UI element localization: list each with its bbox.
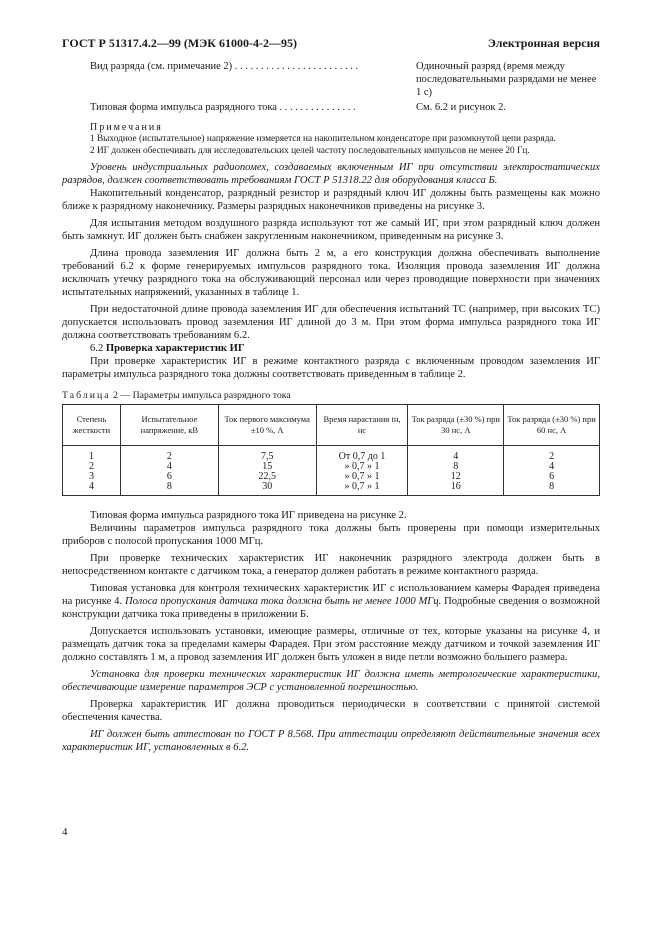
paragraph-air-discharge: Для испытания методом воздушного разряда используют тот же самый ИГ, при этом разрядный ключ должен быть замкнут. ИГ должен быть снабжен закругленным наконечником, приведенным на рисунке 3. [62,218,600,242]
col-header-current-30ns: Ток разряда (±30 %) при 30 нс, А [408,405,504,446]
col-header-rise-time: Время нарастания tн, нс [316,405,408,446]
table-cell: 12 [408,472,504,482]
paragraph-alt-setups: Допускается использовать установки, имеющие размеры, отличные от тех, которые указаны на рисунке 4, и размещать датчик тока за пределами камеры Фарадея. При этом расстояние между датчиком и точкой заземления ИГ должно составлять 1 м, а провод заземления ИГ должен быть уложен в виде петли возможно большего размера. [62,626,600,663]
faraday-tail-text: Подробные сведения о возможной конструкции датчика тока приведены в приложении Б. [62,596,601,620]
version-label: Электронная версия [487,36,600,50]
col-header-voltage: Испытательное напряжение, кВ [120,405,218,446]
table-header-row [63,405,600,446]
table-cell: 8 [408,462,504,472]
document-page [62,36,600,754]
table-cell: 30 [218,482,316,496]
table-caption-text: 2 — Параметры импульса разрядного тока [113,390,291,401]
paragraph-faraday [62,582,600,621]
table-caption [62,390,600,402]
table-row [63,446,600,463]
table-cell: От 0,7 до 1 [316,446,408,463]
standard-designation: ГОСТ Р 51317.4.2—99 (МЭК 61000-4-2—95) [62,36,297,50]
table-cell: 1 [63,446,121,463]
note-2: 2 ИГ должен обеспечивать для исследовательских целей частоту последовательных импульсов не менее 20 Гц. [90,145,530,156]
table-row [63,472,600,482]
section-title: Проверка характеристик ИГ [105,343,245,354]
table-cell: 2 [120,446,218,463]
col-header-current-60ns: Ток разряда (±30 %) при 60 нс, А [504,405,600,446]
notes-heading: Примечания [90,122,163,133]
paragraph-periodic-check: Проверка характеристик ИГ должна проводиться периодически в соответствии с принятой системой обеспечения качества. [62,699,600,723]
paragraph-ground-wire: Длина провода заземления ИГ должна быть 2 м, а его конструкция должна обеспечивать выполнение требований 6.2 к форме генерируемых импульсов разрядного тока. Изоляция провода заземления ИГ должна исключать утечку разрядного тока на обслуживающий персонал или через проводящие поверхности при значениях испытательных напряжений, указанных в таблице 1. [62,248,600,298]
spec-label: Типовая форма импульса разрядного тока . . . . . . . . . . . . . . . [90,102,356,113]
spec-row [62,60,600,99]
page-number: 4 [62,826,68,838]
table-cell: 6 [504,472,600,482]
faraday-italic-text: Полоса пропускания датчика тока должна быть не менее 1000 МГц. [124,596,442,607]
table-cell: 8 [120,482,218,496]
table-caption-prefix: Таблица [62,390,111,401]
paragraph-certification: ИГ должен быть аттестован по ГОСТ Р 8.568. При аттестации определяют действительные значения всех характеристик ИГ, установленных в 6.2. [62,729,600,753]
table-row [63,482,600,496]
table-cell: 16 [408,482,504,496]
spec-label: Вид разряда (см. примечание 2) . . . . . . . . . . . . . . . . . . . . . . . . [90,61,359,72]
discharge-parameters-table [62,404,600,496]
paragraph-emission-level: Уровень индустриальных радиопомех, создаваемых включенным ИГ при отсутствии электростатических разрядов, должен соответствовать требованиям ГОСТ Р 51318.22 для оборудования класса Б. [62,162,600,186]
table-cell: 4 [504,462,600,472]
table-cell: 8 [504,482,600,496]
table-cell: 4 [120,462,218,472]
page-header [62,36,600,50]
note-1: 1 Выходное (испытательное) напряжение измеряется на накопительном конденсаторе при разомкнутой цепи разряда. [90,134,556,144]
paragraph-bandwidth: Величины параметров импульса разрядного тока должны быть проверены при помощи измерительных приборов с полосой пропускания 1000 МГц. [62,523,600,547]
paragraph-capacitor: Накопительный конденсатор, разрядный резистор и разрядный ключ ИГ должны быть размещены как можно ближе к разрядному наконечнику. Размеры разрядных наконечников приведены на рисунке 3. [62,188,600,212]
table-cell: 4 [63,482,121,496]
table-cell: 6 [120,472,218,482]
table-cell: 4 [408,446,504,463]
col-header-first-peak: Ток первого максимума ±10 %, А [218,405,316,446]
table-cell: » 0,7 » 1 [316,462,408,472]
col-header-severity: Степень жесткости [63,405,121,446]
paragraph-contact: При проверке технических характеристик ИГ наконечник разрядного электрода должен быть в непосредственном контакте с датчиком тока, а генератор должен работать в режиме контактного разряда. [62,553,600,577]
table-cell: 15 [218,462,316,472]
table-cell: » 0,7 » 1 [316,482,408,496]
table-cell: 3 [63,472,121,482]
table-cell: 2 [504,446,600,463]
spec-value: См. 6.2 и рисунок 2. [416,102,507,113]
table-cell: 2 [63,462,121,472]
spec-row [62,101,600,114]
table-cell: 22,5 [218,472,316,482]
table-row [63,462,600,472]
paragraph-check-params: При проверке характеристик ИГ в режиме контактного разряда с включенным проводом заземления ИГ параметры импульса разрядного тока должны соответствовать приведенным в таблице 2. [62,356,600,380]
paragraph-ground-wire-length: При недостаточной длине провода заземления ИГ для обеспечения испытаний ТС (например, при высоких ТС) допускается использовать провод заземления ИГ длиной до 3 м. При этом форма импульса разрядного тока ИГ должна соответствовать требованиям 6.2. [62,304,600,341]
paragraph-metrology: Установка для проверки технических характеристик ИГ должна иметь метрологические характеристики, обеспечивающие измерение параметров ЭСР с установленной погрешностью. [62,669,600,693]
section-number: 6.2 [90,343,104,354]
table-cell: 7,5 [218,446,316,463]
table-cell: » 0,7 » 1 [316,472,408,482]
faraday-text: Типовая установка для контроля технических характеристик ИГ с использованием камеры Фарадея приведена на рисунке 4. [62,583,600,607]
spec-value: Одиночный разряд (время между последовательными разрядами не менее 1 с) [416,61,597,98]
section-heading [62,342,600,355]
paragraph-waveform: Типовая форма импульса разрядного тока ИГ приведена на рисунке 2. [90,510,407,521]
